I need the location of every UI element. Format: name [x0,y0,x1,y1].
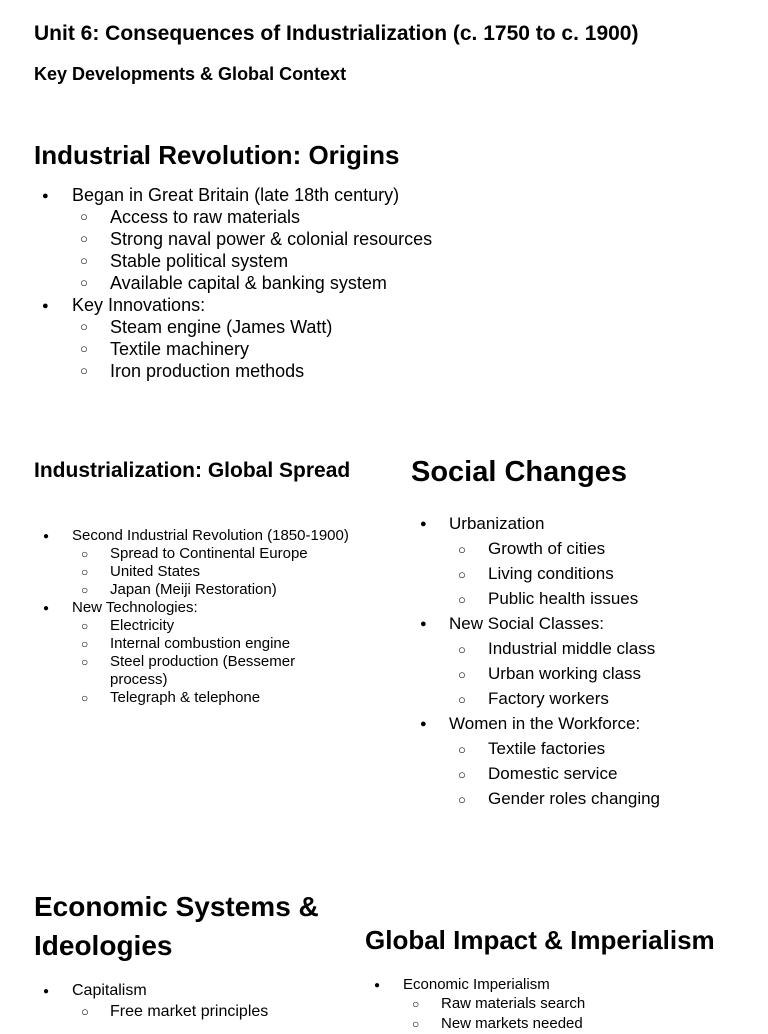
list-subitem: ○ Textile machinery [34,338,432,360]
list-subitem: ○ Living conditions [411,561,660,586]
list-subitem: ○ Iron production methods [34,360,432,382]
list-subitem: ○ Domestic service [411,761,660,786]
list-subitem: ○ Textile factories [411,736,660,761]
list-item: ● New Social Classes: [411,611,660,636]
list-subitem: ○ Japan (Meiji Restoration) [34,581,354,599]
social-changes-list [411,511,660,811]
section-heading-origins: Industrial Revolution: Origins [34,140,400,170]
list-subitem: ○ Public health issues [411,586,660,611]
list-subitem: ○ Electricity [34,617,354,635]
section-heading-social-changes: Social Changes [411,456,627,488]
list-subitem: ○ Internal combustion engine [34,635,354,653]
document-subtitle: Key Developments & Global Context [34,64,347,84]
section-heading-global-impact: Global Impact & Imperialism [365,925,715,955]
global-spread-list [34,527,354,707]
list-subitem: ○ Steel production (Bessemer process) [34,653,354,689]
list-subitem: ○ Stable political system [34,250,432,272]
section-heading-global-spread: Industrialization: Global Spread [34,459,351,482]
list-subitem: ○ Strong naval power & colonial resources [34,228,432,250]
list-item: ● Urbanization [411,511,660,536]
list-subitem: ○ Telegraph & telephone [34,689,354,707]
list-item: ● Capitalism [34,980,268,1001]
list-subitem: ○ Gender roles changing [411,786,660,811]
global-impact-list [365,975,585,1034]
list-subitem: ○ Urban working class [411,661,660,686]
section-heading-economic-systems: Economic Systems & Ideologies [34,891,319,961]
list-subitem: ○ Steam engine (James Watt) [34,316,432,338]
list-subitem: ○ Free market principles [34,1001,268,1022]
list-subitem: ○ Access to raw materials [34,206,432,228]
origins-list [34,184,432,382]
list-item: ● New Technologies: [34,599,354,617]
list-subitem: ○ Growth of cities [411,536,660,561]
list-subitem: ○ New markets needed [365,1014,585,1034]
list-subitem: ○ Available capital & banking system [34,272,432,294]
list-subitem: ○ Raw materials search [365,994,585,1014]
economic-systems-list [34,980,268,1022]
list-subitem: ○ Spread to Continental Europe [34,545,354,563]
list-item: ● Economic Imperialism [365,975,585,994]
document-title: Unit 6: Consequences of Industrialization (c. 1750 to c. 1900) [34,22,639,45]
list-item: ● Key Innovations: [34,294,432,316]
list-item: ● Women in the Workforce: [411,711,660,736]
list-item: ● Second Industrial Revolution (1850-1900) [34,527,354,545]
list-subitem: ○ Factory workers [411,686,660,711]
list-subitem: ○ United States [34,563,354,581]
list-subitem: ○ Industrial middle class [411,636,660,661]
list-item: ● Began in Great Britain (late 18th century) [34,184,432,206]
